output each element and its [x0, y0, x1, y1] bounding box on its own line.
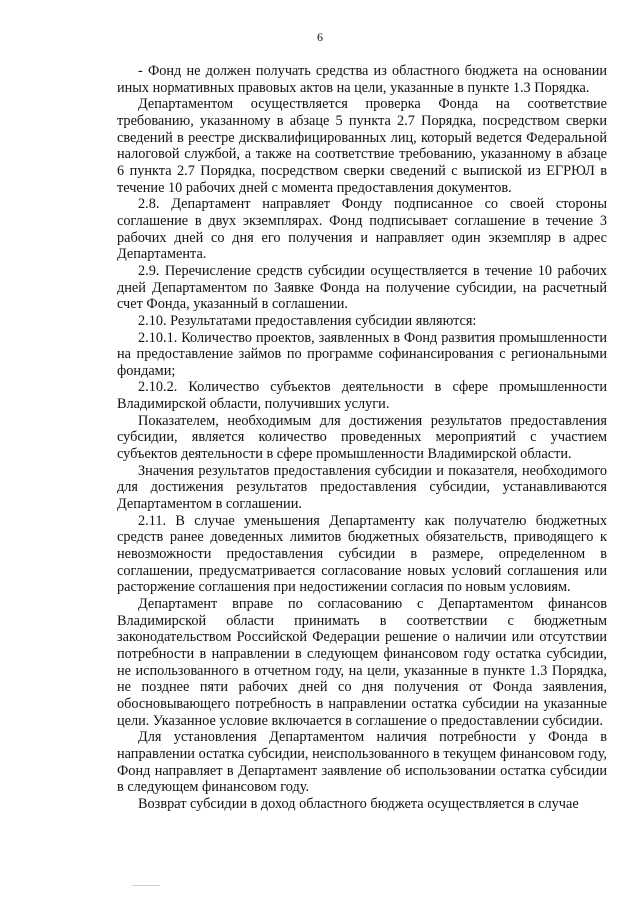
body-text — [117, 63, 607, 813]
paragraph: 2.8. Департамент направляет Фонду подписанное со своей стороны соглашение в двух экземплярах. Фонд подписывает соглашение в течение 3 рабочих дней со дня его получения и направляет один экземпляр в адрес Департамента. — [117, 196, 607, 263]
paragraph: 2.10.2. Количество субъектов деятельности в сфере промышленности Владимирской области, получивших услуги. — [117, 379, 607, 413]
footer-mark — [132, 885, 160, 886]
paragraph: Департамент вправе по согласованию с Департаментом финансов Владимирской области принимать в соответствии с бюджетным законодательством Российской Федерации решение о наличии или отсутствии потребности в направлении в следующем финансовом году остатка субсидии, не использованного в отчетном году, на цели, указанные в пункте 1.3 Порядка, не позднее пяти рабочих дней со дня получения от Фонда заявления, обосновывающего потребность в направлении остатка субсидии на указанные цели. Указанное условие включается в соглашение о предоставлении субсидии. — [117, 596, 607, 729]
paragraph: Департаментом осуществляется проверка Фонда на соответствие требованию, указанному в абзаце 5 пункта 2.7 Порядка, посредством сверки сведений в реестре дисквалифицированных лиц, который ведется Федеральной налоговой службой, а также на соответствие требованию, указанному в абзаце 6 пункта 2.7 Порядка, посредством сверки сведений с выпиской из ЕГРЮЛ в течение 10 рабочих дней с момента предоставления документов. — [117, 96, 607, 196]
paragraph: 2.10.1. Количество проектов, заявленных в Фонд развития промышленности на предоставление займов по программе софинансирования с региональными фондами; — [117, 329, 607, 379]
paragraph: 2.11. В случае уменьшения Департаменту как получателю бюджетных средств ранее доведенных лимитов бюджетных обязательств, приводящего к невозможности предоставления субсидии в размере, определенном в соглашении, предусматривается согласование новых условий соглашения или расторжение соглашения при недостижении согласия по новым условиям. — [117, 512, 607, 596]
paragraph: Показателем, необходимым для достижения результатов предоставления субсидии, является количество проведенных мероприятий с участием субъектов деятельности в сфере промышленности Владимирской области. — [117, 412, 607, 463]
paragraph: Возврат субсидии в доход областного бюджета осуществляется в случае — [138, 795, 579, 812]
paragraph: Для установления Департаментом наличия потребности у Фонда в направлении остатка субсидии, неиспользованного в текущем финансовом году, Фонд направляет в Департамент заявление об использовании остатка субсидии в следующем финансовом году. — [117, 729, 607, 796]
paragraph: Значения результатов предоставления субсидии и показателя, необходимого для достижения результатов предоставления субсидии, устанавливаются Департаментом в соглашении. — [117, 462, 607, 513]
paragraph: - Фонд не должен получать средства из областного бюджета на основании иных нормативных правовых актов на цели, указанные в пункте 1.3 Порядка. — [117, 63, 607, 96]
page-number: 6 — [317, 30, 323, 44]
paragraph: 2.9. Перечисление средств субсидии осуществляется в течение 10 рабочих дней Департаментом по Заявке Фонда на получение субсидии, на расчетный счет Фонда, указанный в соглашении. — [117, 262, 607, 313]
paragraph: 2.10. Результатами предоставления субсидии являются: — [138, 312, 477, 329]
